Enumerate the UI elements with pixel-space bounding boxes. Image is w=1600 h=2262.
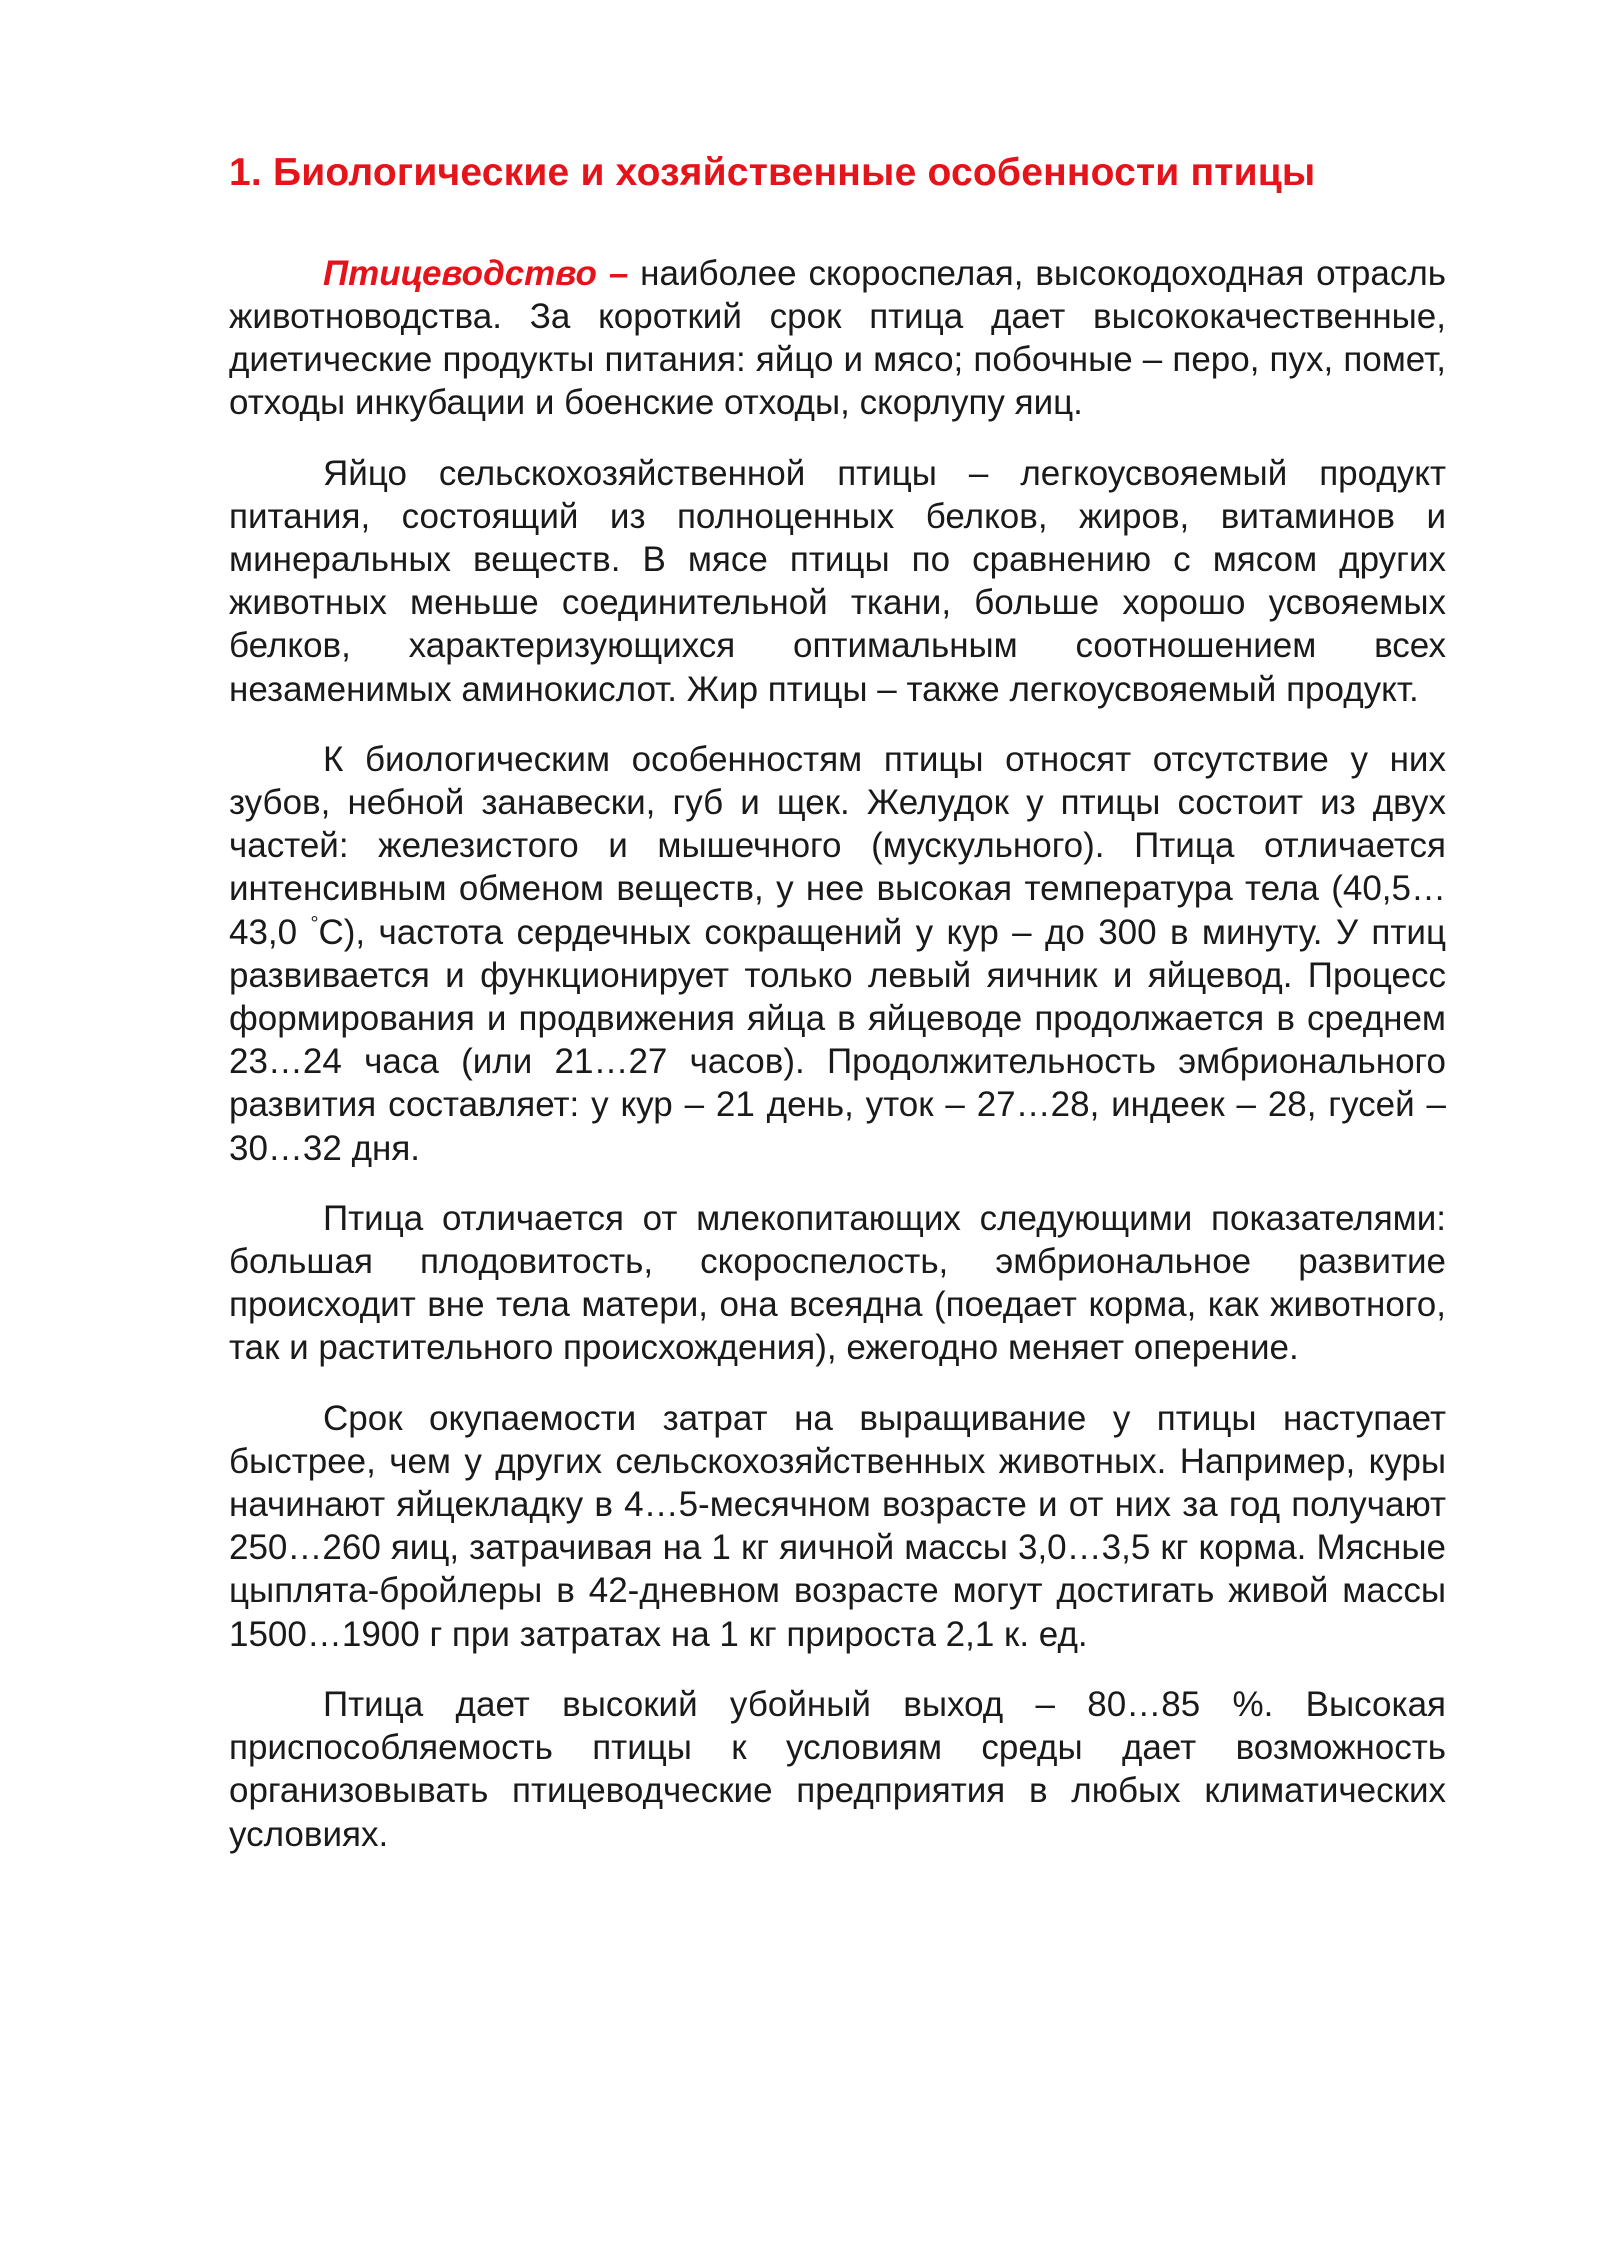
paragraph-2: Яйцо сельскохозяйственной птицы – легкоусвояемый продукт питания, состоящий из полноценных белков, жиров, витаминов и минеральных веществ. В мясе птицы по сравнению с мясом других животных меньше соединительной ткани, больше хорошо усвояемых белков, характеризующихся оптимальным соотношением всех незаменимых аминокислот. Жир птицы – также легкоусвояемый продукт. — [229, 453, 1446, 709]
paragraph-3 — [229, 738, 1446, 1170]
paragraph-1-text: наиболее скороспелая, высокодоходная отрасль животноводства. За короткий срок птица дает высококачественные, диетические продукты питания: яйцо и мясо; побочные – перо, пух, помет, отходы инкубации и боенские отходы, скорлупу яиц. — [229, 253, 1446, 423]
term-dash: – — [596, 253, 629, 293]
degree-symbol: ° — [310, 912, 319, 935]
paragraph-5: Срок окупаемости затрат на выращивание у птицы наступает быстрее, чем у других сельскохозяйственных животных. Например, куры начинают яйцекладку в 4…5-месячном возрасте и от них за год получают 250…260 яиц, затрачивая на 1 кг яичной массы 3,0…3,5 кг корма. Мясные цыплята-бройлеры в 42-дневном возрасте могут достигать живой массы 1500…1900 г при затратах на 1 кг прироста 2,1 к. ед. — [229, 1398, 1446, 1654]
paragraph-6: Птица дает высокий убойный выход – 80…85 %. Высокая приспособляемость птицы к условиям среды дает возможность организовывать птицеводческие предприятия в любых климатических условиях. — [229, 1684, 1446, 1854]
document-page — [229, 150, 1446, 1883]
term-highlight — [323, 254, 628, 293]
section-title: 1. Биологические и хозяйственные особенности птицы — [229, 151, 1316, 194]
term-word: Птицеводство — [323, 253, 597, 293]
paragraph-3-text-b: С), частота сердечных сокращений у кур – до 300 в минуту. У птиц развивается и функционирует только левый яичник и яйцевод. Процесс формирования и продвижения яйца в яйцеводе продолжается в среднем 23…24 часа (или 21…27 часов). Продолжительность эмбрионального развития составляет: у кур – 21 день, уток – 27…28, индеек – 28, гусей – 30…32 дня. — [229, 912, 1446, 1168]
paragraph-1 — [229, 252, 1446, 425]
document-body — [229, 252, 1446, 1856]
paragraph-3-text-a: К биологическим особенностям птицы относят отсутствие у них зубов, небной занавески, губ и щек. Желудок у птицы состоит из двух частей: железистого и мышечного (мускульного). Птица отличается интенсивным обменом веществ, у нее высокая температура тела (40,5…43,0 — [229, 739, 1446, 952]
paragraph-4: Птица отличается от млекопитающих следующими показателями: большая плодовитость, скороспелость, эмбриональное развитие происходит вне тела матери, она всеядна (поедает корма, как животного, так и растительного происхождения), ежегодно меняет оперение. — [229, 1198, 1446, 1368]
